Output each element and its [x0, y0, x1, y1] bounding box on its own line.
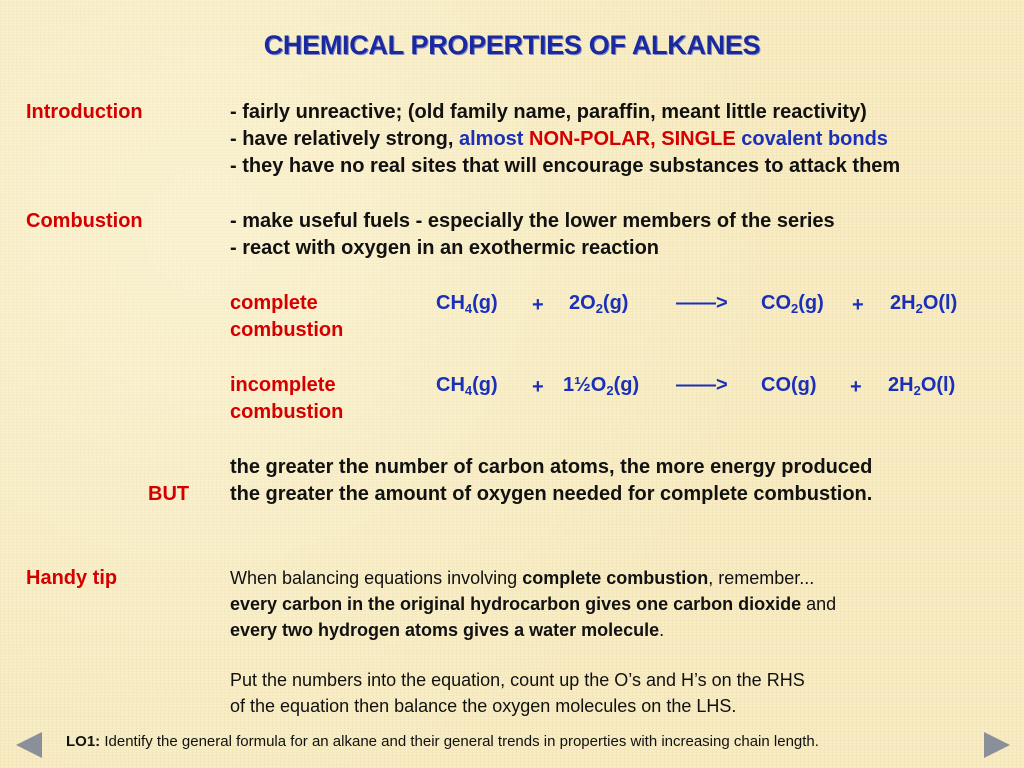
incomplete-r2-tail: (g)	[613, 374, 640, 396]
complete-label-1: complete	[230, 292, 318, 314]
right-triangle-icon[interactable]	[984, 732, 1010, 758]
tip-line-3-b: .	[659, 620, 665, 640]
incomplete-p2-tail: O(l)	[920, 374, 956, 396]
incomplete-p2-sub: 2	[913, 383, 921, 398]
incomplete-r2-sub: 2	[606, 383, 614, 398]
lo-label: LO1:	[66, 733, 101, 750]
tip-line-4: Put the numbers into the equation, count up the O’s and H’s on the RHS	[230, 670, 805, 690]
page-title: CHEMICAL PROPERTIES OF ALKANES	[263, 30, 761, 60]
tip-line-1-a: When balancing equations involving	[230, 568, 523, 588]
incomplete-r1-tail: (g)	[472, 374, 498, 396]
trend-line-2: the greater the amount of oxygen needed for complete combustion.	[230, 483, 873, 505]
intro-line-3: - they have no real sites that will encourage substances to attack them	[230, 155, 901, 177]
complete-p2-sub: 2	[915, 301, 923, 316]
complete-p1-tail: (g)	[798, 292, 824, 314]
combustion-label: Combustion	[26, 210, 143, 232]
incomplete-arrow: ——>	[676, 374, 728, 396]
combustion-line-2: - react with oxygen in an exothermic reaction	[230, 237, 660, 259]
tip-line-1	[230, 565, 814, 591]
intro-line-2-c: NON-POLAR, SINGLE	[529, 128, 736, 150]
left-triangle-icon[interactable]	[16, 732, 42, 758]
tip-label: Handy tip	[26, 567, 118, 589]
tip-line-2-a: every carbon in the original hydrocarbon gives one carbon dioxide	[230, 594, 802, 614]
tip-line-1-b: complete combustion	[522, 568, 709, 588]
complete-p2-text: 2H	[890, 292, 916, 314]
intro-line-1: - fairly unreactive; (old family name, paraffin, meant little reactivity)	[230, 101, 867, 123]
complete-r2-tail: (g)	[602, 292, 629, 314]
incomplete-label-1: incomplete	[230, 374, 336, 396]
complete-r1-text: CH	[436, 292, 465, 314]
complete-plus-1: +	[532, 294, 544, 316]
complete-plus-2: +	[852, 294, 864, 316]
complete-arrow: ——>	[676, 292, 728, 314]
complete-reactant-1	[436, 290, 498, 317]
trend-line-1: the greater the number of carbon atoms, the more energy produced	[230, 456, 873, 478]
tip-line-3	[230, 617, 664, 643]
complete-p1-text: CO	[761, 292, 791, 314]
complete-label-2: combustion	[230, 319, 344, 341]
incomplete-r1-sub: 4	[464, 383, 473, 398]
incomplete-product-2	[888, 372, 955, 399]
intro-line-2	[230, 126, 888, 153]
but-label: BUT	[148, 483, 190, 505]
learning-objective	[66, 733, 819, 751]
intro-label: Introduction	[26, 101, 143, 123]
tip-line-1-c: , remember...	[708, 568, 815, 588]
incomplete-r1-text: CH	[436, 374, 465, 396]
incomplete-label-2: combustion	[230, 401, 344, 423]
tip-line-2-b: and	[801, 594, 837, 614]
incomplete-r2-text: 1½O	[563, 374, 607, 396]
tip-line-2	[230, 591, 836, 617]
incomplete-product-1: CO(g)	[761, 374, 817, 396]
complete-reactant-2	[569, 290, 628, 317]
complete-r2-sub: 2	[595, 301, 603, 316]
tip-line-5: of the equation then balance the oxygen molecules on the LHS.	[230, 696, 737, 716]
incomplete-reactant-1	[436, 372, 498, 399]
combustion-line-1: - make useful fuels - especially the lower members of the series	[230, 210, 835, 232]
complete-r2-text: 2O	[569, 292, 596, 314]
intro-line-2-a: - have relatively strong,	[230, 128, 459, 150]
tip-line-3-a: every two hydrogen atoms gives a water molecule	[230, 620, 660, 640]
lo-text: Identify the general formula for an alkane and their general trends in properties with increasing chain length.	[100, 733, 819, 750]
incomplete-reactant-2	[563, 372, 639, 399]
complete-r1-tail: (g)	[472, 292, 498, 314]
incomplete-p2-text: 2H	[888, 374, 914, 396]
incomplete-plus-1: +	[532, 376, 544, 398]
complete-r1-sub: 4	[464, 301, 473, 316]
intro-line-2-d: covalent bonds	[735, 128, 888, 150]
complete-p1-sub: 2	[791, 301, 799, 316]
complete-product-1	[761, 290, 824, 317]
complete-product-2	[890, 290, 957, 317]
complete-p2-tail: O(l)	[922, 292, 958, 314]
intro-line-2-b: almost	[458, 128, 530, 150]
incomplete-plus-2: +	[850, 376, 862, 398]
